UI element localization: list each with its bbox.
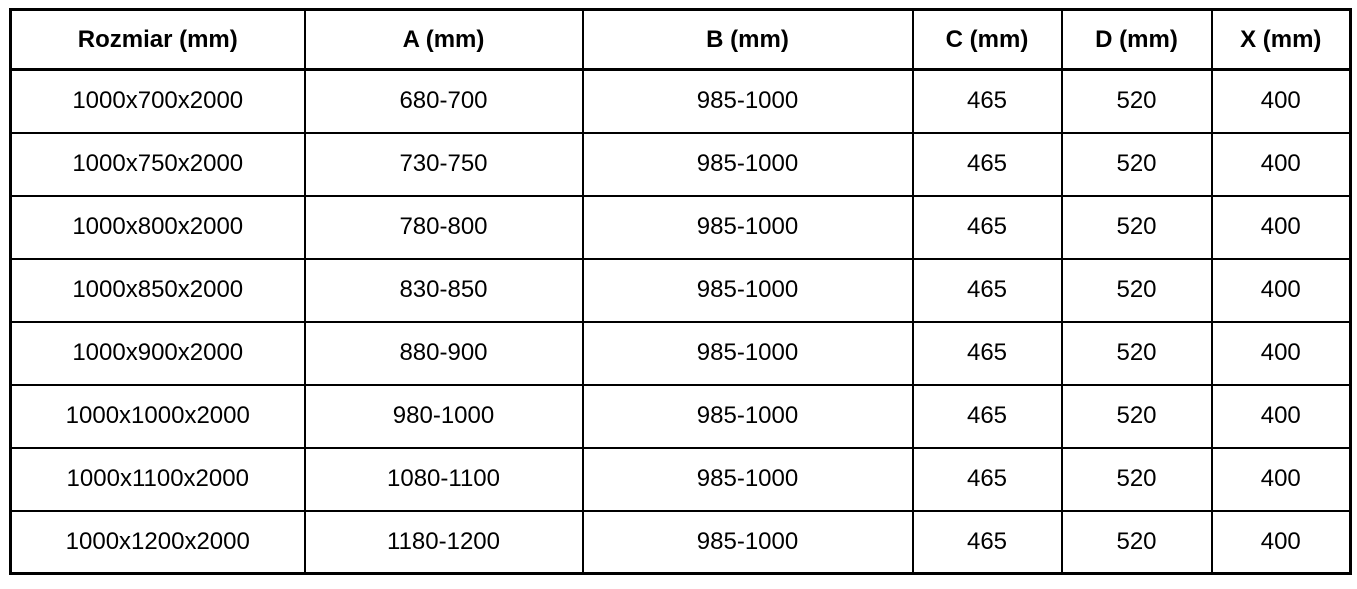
table-cell-rozmiar: 1000x750x2000 — [11, 133, 305, 196]
table-cell-a: 980-1000 — [305, 385, 583, 448]
table-cell-rozmiar: 1000x800x2000 — [11, 196, 305, 259]
table-cell-rozmiar: 1000x900x2000 — [11, 322, 305, 385]
table-cell-c: 465 — [913, 385, 1062, 448]
table-cell-rozmiar: 1000x1000x2000 — [11, 385, 305, 448]
table-cell-c: 465 — [913, 196, 1062, 259]
table-cell-x: 400 — [1212, 322, 1351, 385]
table-cell-d: 520 — [1062, 259, 1212, 322]
table-cell-a: 780-800 — [305, 196, 583, 259]
header-cell-b: B (mm) — [583, 10, 913, 70]
table-cell-d: 520 — [1062, 448, 1212, 511]
table-cell-c: 465 — [913, 259, 1062, 322]
size-spec-table — [9, 8, 1352, 575]
table-cell-a: 1080-1100 — [305, 448, 583, 511]
table-cell-b: 985-1000 — [583, 133, 913, 196]
table-row — [11, 133, 1351, 196]
table-cell-x: 400 — [1212, 70, 1351, 133]
header-row — [11, 10, 1351, 70]
table-cell-rozmiar: 1000x1100x2000 — [11, 448, 305, 511]
table-cell-b: 985-1000 — [583, 196, 913, 259]
table-cell-b: 985-1000 — [583, 511, 913, 574]
size-spec-table-container — [9, 8, 1352, 575]
table-row — [11, 196, 1351, 259]
table-cell-a: 680-700 — [305, 70, 583, 133]
table-header — [11, 10, 1351, 70]
table-cell-c: 465 — [913, 322, 1062, 385]
table-cell-d: 520 — [1062, 196, 1212, 259]
header-cell-a: A (mm) — [305, 10, 583, 70]
header-cell-d: D (mm) — [1062, 10, 1212, 70]
table-row — [11, 259, 1351, 322]
table-cell-b: 985-1000 — [583, 322, 913, 385]
table-row — [11, 448, 1351, 511]
table-cell-a: 880-900 — [305, 322, 583, 385]
table-cell-c: 465 — [913, 448, 1062, 511]
table-cell-x: 400 — [1212, 448, 1351, 511]
table-cell-rozmiar: 1000x1200x2000 — [11, 511, 305, 574]
table-cell-a: 1180-1200 — [305, 511, 583, 574]
header-cell-c: C (mm) — [913, 10, 1062, 70]
table-cell-d: 520 — [1062, 322, 1212, 385]
table-cell-a: 730-750 — [305, 133, 583, 196]
table-cell-d: 520 — [1062, 133, 1212, 196]
header-cell-rozmiar: Rozmiar (mm) — [11, 10, 305, 70]
table-cell-c: 465 — [913, 511, 1062, 574]
table-cell-x: 400 — [1212, 259, 1351, 322]
table-row — [11, 322, 1351, 385]
table-cell-d: 520 — [1062, 70, 1212, 133]
table-row — [11, 70, 1351, 133]
table-cell-x: 400 — [1212, 511, 1351, 574]
table-cell-b: 985-1000 — [583, 385, 913, 448]
table-row — [11, 385, 1351, 448]
table-row — [11, 511, 1351, 574]
table-cell-a: 830-850 — [305, 259, 583, 322]
table-cell-rozmiar: 1000x850x2000 — [11, 259, 305, 322]
header-cell-x: X (mm) — [1212, 10, 1351, 70]
table-cell-c: 465 — [913, 133, 1062, 196]
table-cell-d: 520 — [1062, 511, 1212, 574]
table-cell-d: 520 — [1062, 385, 1212, 448]
table-cell-rozmiar: 1000x700x2000 — [11, 70, 305, 133]
table-cell-b: 985-1000 — [583, 448, 913, 511]
table-cell-b: 985-1000 — [583, 70, 913, 133]
table-cell-b: 985-1000 — [583, 259, 913, 322]
table-cell-x: 400 — [1212, 133, 1351, 196]
table-cell-x: 400 — [1212, 385, 1351, 448]
table-body — [11, 70, 1351, 574]
table-cell-x: 400 — [1212, 196, 1351, 259]
table-cell-c: 465 — [913, 70, 1062, 133]
